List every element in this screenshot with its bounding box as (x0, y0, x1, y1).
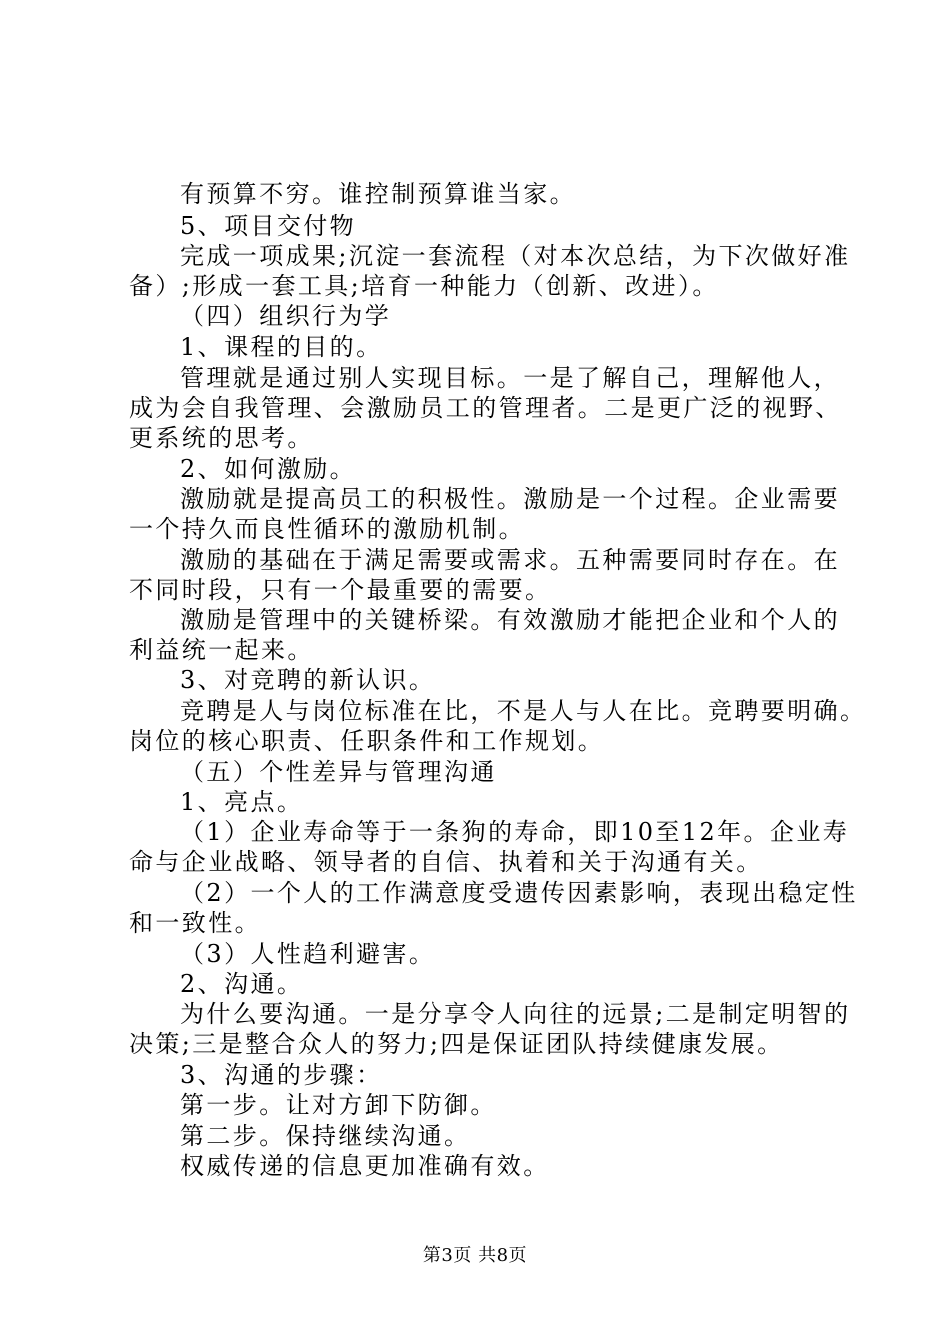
text-line-17: 3、对竞聘的新认识。 (180, 666, 436, 694)
text-line-11: 激励就是提高员工的积极性。激励是一个过程。企业需要 (180, 485, 840, 513)
text-line-13: 激励的基础在于满足需要或需求。五种需要同时存在。在 (180, 546, 840, 574)
text-line-7: 管理就是通过别人实现目标。一是了解自己，理解他人， (180, 364, 840, 392)
text-line-14: 不同时段，只有一个最重要的需要。 (129, 576, 552, 604)
text-line-6: 1、课程的目的。 (180, 333, 383, 361)
text-line-16: 利益统一起来。 (129, 636, 314, 664)
text-line-24: （2）一个人的工作满意度受遗传因素影响，表现出稳定性 (180, 879, 858, 907)
text-line-9: 更系统的思考。 (129, 424, 314, 452)
text-line-15: 激励是管理中的关键桥梁。有效激励才能把企业和个人的 (180, 606, 840, 634)
text-line-19: 岗位的核心职责、任职条件和工作规划。 (129, 727, 605, 755)
page-footer: 第3页 共8页 (422, 1245, 528, 1266)
text-line-20: （五）个性差异与管理沟通 (180, 758, 497, 786)
text-line-3: 完成一项成果;沉淀一套流程（对本次总结，为下次做好准 (180, 242, 851, 270)
text-line-5: （四）组织行为学 (180, 302, 392, 330)
text-line-27: 2、沟通。 (180, 970, 304, 998)
text-line-12: 一个持久而良性循环的激励机制。 (129, 515, 525, 543)
text-line-8: 成为会自我管理、会激励员工的管理者。二是更广泛的视野、 (129, 394, 842, 422)
text-line-22: （1）企业寿命等于一条狗的寿命，即10至12年。企业寿 (180, 818, 850, 846)
text-line-30: 3、沟通的步骤： (180, 1061, 383, 1089)
text-line-29: 决策;三是整合众人的努力;四是保证团队持续健康发展。 (129, 1030, 784, 1058)
text-line-28: 为什么要沟通。一是分享令人向往的远景;二是制定明智的 (180, 1000, 851, 1028)
text-line-33: 权威传递的信息更加准确有效。 (180, 1152, 550, 1180)
text-line-23: 命与企业战略、领导者的自信、执着和关于沟通有关。 (129, 848, 763, 876)
text-line-10: 2、如何激励。 (180, 455, 357, 483)
text-line-25: 和一致性。 (129, 909, 261, 937)
text-line-4: 备）;形成一套工具;培育一种能力（创新、改进）。 (129, 272, 719, 300)
text-line-2: 5、项目交付物 (180, 212, 357, 240)
text-line-18: 竞聘是人与岗位标准在比，不是人与人在比。竞聘要明确。 (180, 697, 867, 725)
text-line-21: 1、亮点。 (180, 788, 304, 816)
text-line-32: 第二步。保持继续沟通。 (180, 1122, 471, 1150)
text-line-26: （3）人性趋利避害。 (180, 940, 436, 968)
text-line-1: 有预算不穷。谁控制预算谁当家。 (180, 180, 576, 208)
text-line-31: 第一步。让对方卸下防御。 (180, 1091, 497, 1119)
